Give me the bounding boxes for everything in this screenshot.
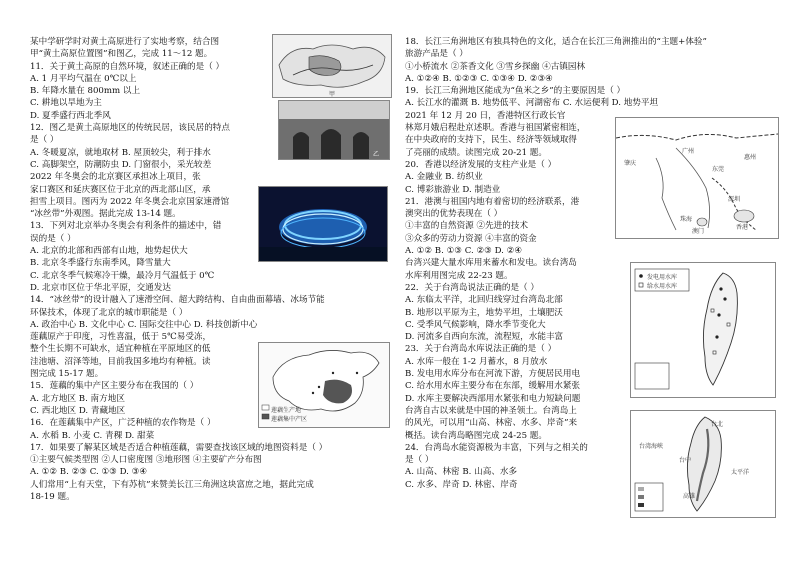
map-label: 珠海 [680, 216, 693, 223]
option: D. 水库主要解决西部用水紧张和电力短缺问题 [405, 393, 581, 404]
map-label: 惠州 [744, 154, 757, 161]
figure-loess-map [272, 34, 392, 98]
option: C. 水多、岸奇 D. 林密、岸奇 [405, 479, 518, 490]
text-line: 2021 年 12 月 20 日，香港特区行政长官 [405, 110, 566, 121]
question-14: 14．“冰丝带”的设计融入了速滑空间、超大跨结构、自由曲面幕墙、冰场节能 [30, 295, 325, 306]
map-label: 高雄 [683, 493, 696, 500]
map-label: 澳门 [692, 228, 705, 235]
text-line: 是（ ） [405, 455, 434, 466]
legend-label: 莲藕生产地 [271, 407, 302, 414]
figure-lotus-map [258, 342, 390, 428]
option: C. 受季风气候影响，降水季节变化大 [405, 319, 546, 330]
option: C. 西北地区 D. 青藏地区 [30, 405, 126, 416]
text-line: 了亮丽的成绩。读图完成 20-21 题。 [405, 147, 547, 158]
map-label: 太平洋 [731, 469, 750, 476]
option: B. 北京冬季盛行东南季风，降雪量大 [30, 258, 171, 269]
figure-caption: 甲 [329, 91, 336, 98]
option: A. 长江水的灌溉 B. 地势低平、河湖密布 C. 水运便利 D. 地势平坦 [405, 98, 659, 109]
option: A. 山高、林密 B. 山高、水多 [405, 467, 518, 478]
taiwan-terrain-graphic [631, 411, 775, 517]
option: D. 河流多自西向东流，流程短，水能丰富 [405, 332, 564, 343]
option: A. 北京的北部和西部有山地，地势起伏大 [30, 246, 188, 257]
text-line: 图完成 15-17 题。 [30, 369, 104, 380]
loess-map-graphic [273, 35, 391, 97]
map-label: 台中 [679, 457, 692, 464]
option: A. ①② B. ②③ C. ①③ D. ③④ [30, 467, 148, 478]
option: A. 1 月平均气温在 0℃以上 [30, 73, 137, 84]
text-line: 在中央政府的支持下，民生、经济等领域取得 [405, 135, 577, 146]
option: B. 年降水量在 800mm 以上 [30, 86, 141, 97]
map-label: 深圳 [728, 196, 741, 203]
text-line: 是（ ） [30, 135, 59, 146]
question-17: 17．如果要了解某区域是否适合种植莲藕，需要查找该区域的地图资料是（ ） [30, 442, 328, 453]
text-line: “冰丝带”外观图。据此完成 13-14 题。 [30, 209, 181, 220]
option: A. 政治中心 B. 文化中心 C. 国际交往中心 D. 科技创新中心 [30, 319, 258, 330]
pearl-river-delta-map [616, 118, 778, 238]
question-12: 12．图乙是黄土高原地区的传统民居，该民居的特点 [30, 123, 230, 134]
question-15: 15．莲藕的集中产区主要分布在我国的（ ） [30, 381, 199, 392]
figure-taiwan-sketch-map [630, 410, 776, 518]
option: C. 耕地以旱地为主 [30, 98, 102, 109]
figure-hk-map [615, 117, 779, 239]
option: A. 金融业 B. 纺织业 [405, 172, 483, 183]
map-label: 广州 [682, 148, 695, 155]
text-line: 澳突出的优势表现在（ ） [405, 209, 503, 220]
option: C. 给水用水库主要分布在东部，缓解用水紧张 [405, 381, 581, 392]
question-24: 24．台湾岛水能资源极为丰富，下列与之相关的 [405, 442, 588, 453]
text-line: 洼池塘、沼泽等地，目前我国多地均有种植。读 [30, 356, 211, 367]
text-line: 环保技术，体现了北京的城市职能是（ ） [30, 307, 188, 318]
text-line: 18-19 题。 [30, 491, 75, 502]
text-line: 误的是（ ） [30, 233, 76, 244]
question-19: 19．长江三角洲地区能成为“鱼米之乡”的主要原因是（ ） [405, 86, 626, 97]
option: A. 冬暖夏凉，就地取材 B. 屋顶较尖，利于排水 [30, 147, 211, 158]
text-line: 的风光，可以用“山高、林密、水多、岸奇”来 [405, 418, 578, 429]
option: ①丰富的自然资源 ②先进的技术 [405, 221, 529, 232]
option: A. ①②④ B. ①②③ C. ①③④ D. ②③④ [405, 73, 553, 84]
option: ①主要气候类型图 ②人口密度图 ③地形图 ④主要矿产分布图 [30, 455, 262, 466]
option: D. 夏季盛行西北季风 [30, 110, 111, 121]
option: C. 高脚架空，防潮防虫 D. 门窗很小，采光较差 [30, 159, 212, 170]
text-line: 林郑月娥启程赴京述职。香港与祖国紧密相连， [405, 123, 586, 134]
legend-label: 莲藕集中产区 [271, 416, 308, 423]
question-22: 22．关于台湾岛说法正确的是（ ） [405, 282, 539, 293]
question-18: 18．长江三角洲地区有独具特色的文化，适合在长江三角洲推出的“主题+体验” [405, 37, 707, 47]
figure-caption: 乙 [373, 151, 380, 158]
map-label: 台北 [711, 421, 724, 428]
option: A. ①② B. ①③ C. ②③ D. ②④ [405, 246, 523, 257]
option: A. 东临太平洋，北回归线穿过台湾岛北部 [405, 295, 563, 306]
legend-label: 发电用水库 [647, 274, 678, 281]
text-line: 担雪上项目。图丙为 2022 年冬奥会北京国家速滑馆 [30, 196, 230, 207]
question-20: 20．香港以经济发展的支柱产业是（ ） [405, 159, 557, 170]
option: B. 发电用水库分布在河流下游，方便居民用电 [405, 369, 581, 380]
text-line: 台湾兴建大量水库用来蓄水和发电。读台湾岛 [405, 258, 577, 269]
text-line: 人们常用“上有天堂，下有苏杭”来赞美长江三角洲这块富庶之地，据此完成 [30, 479, 314, 490]
text-line: 2022 年冬奥会的北京赛区承担冰上项目，张 [30, 172, 201, 183]
figure-ice-ribbon [258, 186, 388, 262]
question-21: 21．港澳与祖国内地有着密切的经济联系，港 [405, 196, 580, 207]
option: A. 水库一般在 1-2 月蓄水，8 月放水 [405, 356, 548, 367]
option: ①小桥流水 ②茶香文化 ③雪乡探幽 ④古镇园林 [405, 61, 586, 72]
text-line: 某中学研学时对黄土高原进行了实地考察，结合图 [30, 37, 220, 47]
text-line: 家口赛区和延庆赛区位于北京的西北部山区，承 [30, 184, 211, 195]
map-label: 台湾海峡 [639, 443, 664, 450]
text-line: 台湾自古以来就是中国的神圣领土。台湾岛上 [405, 405, 577, 416]
ice-ribbon-photo [259, 187, 387, 261]
figure-cave-dwelling [278, 100, 390, 160]
option: A. 北方地区 B. 南方地区 [30, 393, 125, 404]
text-line: 莲藕原产于印度，习性喜温，低于 5℃易受冻， [30, 332, 212, 343]
option: D. 北京市区位于华北平原，交通发达 [30, 282, 171, 293]
question-16: 16．在莲藕集中产区，广泛种植的农作物是（ ） [30, 418, 216, 429]
option: B. 地形以平原为主，地势平坦，土壤肥沃 [405, 307, 563, 318]
question-23: 23．关于台湾岛水库说法正确的是（ ） [405, 344, 557, 355]
option: ③众多的劳动力资源 ④丰富的资金 [405, 233, 537, 244]
text-line: 旅游产品是（ ） [405, 49, 468, 60]
question-11: 11．关于黄土高原的自然环境，叙述正确的是（ ） [30, 61, 225, 72]
text-line: 甲“黄土高原位置图”和图乙，完成 11～12 题。 [30, 49, 213, 60]
option: C. 北京冬季气候寒冷干燥，最冷月气温低于 0℃ [30, 270, 215, 281]
text-line: 概括。读台湾岛略图完成 24-25 题。 [405, 430, 547, 441]
figure-taiwan-reservoir-map [630, 262, 776, 398]
map-label: 香港 [736, 224, 749, 231]
question-13: 13．下列对北京举办冬奥会有利条件的描述中，错 [30, 221, 222, 232]
map-label: 东莞 [712, 166, 725, 173]
text-line: 整个生长期不可缺水，适宜种植在平原地区的低 [30, 344, 211, 355]
legend-label: 给水用水库 [647, 283, 678, 290]
text-line: 水库利用图完成 22-23 题。 [405, 270, 513, 281]
map-label: 肇庆 [624, 160, 637, 167]
option: A. 水稻 B. 小麦 C. 青稞 D. 甜菜 [30, 430, 155, 441]
option: C. 博彩旅游业 D. 制造业 [405, 184, 501, 195]
